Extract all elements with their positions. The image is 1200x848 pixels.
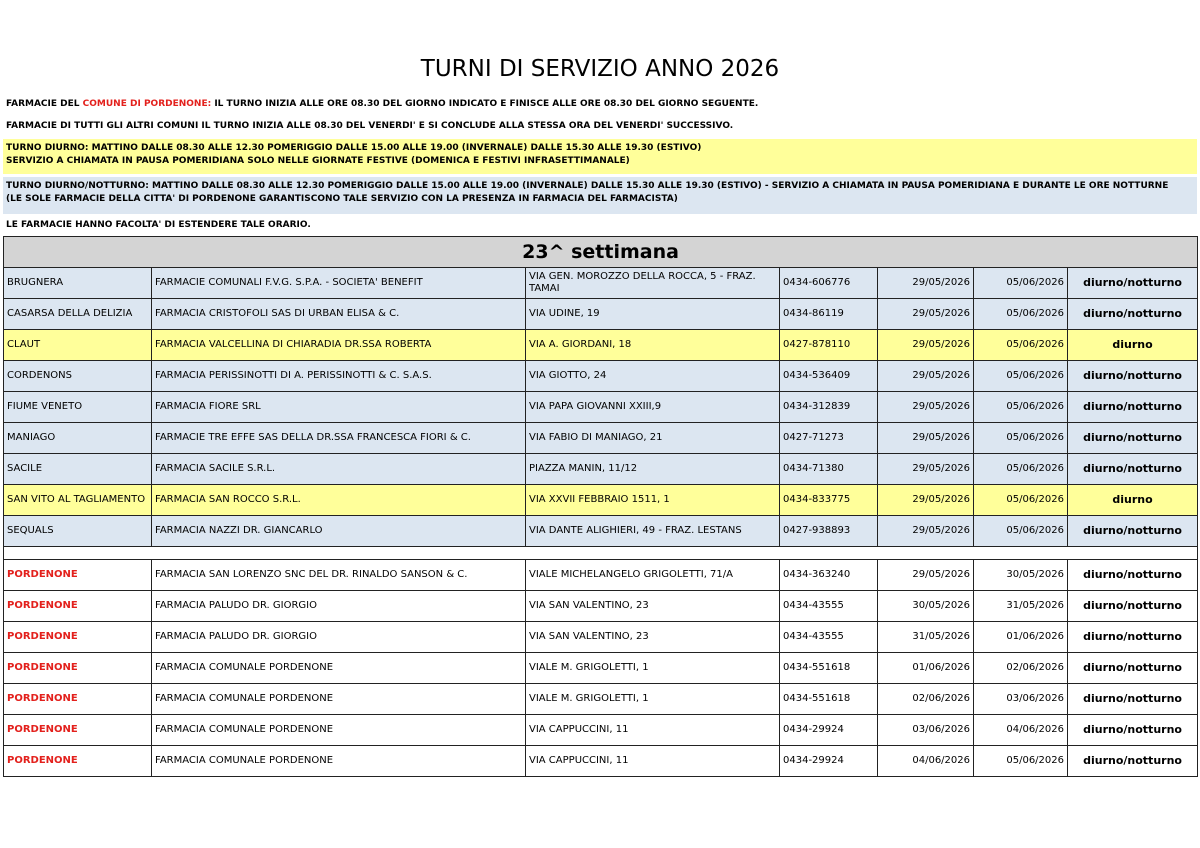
week-header-row bbox=[4, 237, 1198, 268]
table-row bbox=[4, 268, 1198, 299]
indirizzo-cell: VIA XXVII FEBBRAIO 1511, 1 bbox=[526, 485, 780, 516]
note-turno-notturno-line2: (LE SOLE FARMACIE DELLA CITTA' DI PORDENONE GARANTISCONO TALE SERVIZIO CON LA PRESENZA IN FARMACIA DEL FARMACISTA) bbox=[6, 194, 678, 204]
comune-cell: BRUGNERA bbox=[4, 268, 152, 299]
comune-cell: PORDENONE bbox=[4, 715, 152, 746]
telefono-cell: 0427-938893 bbox=[780, 516, 878, 547]
note-altri-comuni: FARMACIE DI TUTTI GLI ALTRI COMUNI IL TURNO INIZIA ALLE 08.30 DEL VENERDI' E SI CONCLUDE ALLA STESSA ORA DEL VENERDI' SUCCESSIVO. bbox=[6, 121, 734, 131]
table-row bbox=[4, 560, 1198, 591]
telefono-cell: 0434-551618 bbox=[780, 684, 878, 715]
table-row bbox=[4, 361, 1198, 392]
data-inizio-cell: 03/06/2026 bbox=[878, 715, 974, 746]
comune-cell: PORDENONE bbox=[4, 560, 152, 591]
turno-cell: diurno/notturno bbox=[1068, 746, 1198, 777]
data-inizio-cell: 29/05/2026 bbox=[878, 268, 974, 299]
data-inizio-cell: 04/06/2026 bbox=[878, 746, 974, 777]
indirizzo-cell: VIA PAPA GIOVANNI XXIII,9 bbox=[526, 392, 780, 423]
table-row bbox=[4, 591, 1198, 622]
note-turno-diurno bbox=[3, 139, 1197, 174]
telefono-cell: 0434-606776 bbox=[780, 268, 878, 299]
table-row bbox=[4, 454, 1198, 485]
comune-cell: MANIAGO bbox=[4, 423, 152, 454]
telefono-cell: 0427-878110 bbox=[780, 330, 878, 361]
telefono-cell: 0434-86119 bbox=[780, 299, 878, 330]
telefono-cell: 0434-29924 bbox=[780, 746, 878, 777]
turno-cell: diurno/notturno bbox=[1068, 715, 1198, 746]
note-pordenone bbox=[6, 99, 758, 109]
telefono-cell: 0434-312839 bbox=[780, 392, 878, 423]
data-fine-cell: 01/06/2026 bbox=[974, 622, 1068, 653]
data-fine-cell: 05/06/2026 bbox=[974, 361, 1068, 392]
farmacia-cell: FARMACIA PALUDO DR. GIORGIO bbox=[152, 591, 526, 622]
farmacia-cell: FARMACIA CRISTOFOLI SAS DI URBAN ELISA & C. bbox=[152, 299, 526, 330]
turno-cell: diurno bbox=[1068, 485, 1198, 516]
indirizzo-cell: VIALE M. GRIGOLETTI, 1 bbox=[526, 653, 780, 684]
note-turno-notturno bbox=[3, 177, 1197, 214]
data-inizio-cell: 30/05/2026 bbox=[878, 591, 974, 622]
turno-cell: diurno/notturno bbox=[1068, 591, 1198, 622]
table-row bbox=[4, 622, 1198, 653]
indirizzo-cell: VIA CAPPUCCINI, 11 bbox=[526, 715, 780, 746]
data-inizio-cell: 29/05/2026 bbox=[878, 516, 974, 547]
indirizzo-cell: VIA A. GIORDANI, 18 bbox=[526, 330, 780, 361]
indirizzo-cell: VIA FABIO DI MANIAGO, 21 bbox=[526, 423, 780, 454]
telefono-cell: 0434-29924 bbox=[780, 715, 878, 746]
turno-cell: diurno/notturno bbox=[1068, 516, 1198, 547]
indirizzo-cell: VIALE M. GRIGOLETTI, 1 bbox=[526, 684, 780, 715]
indirizzo-cell: PIAZZA MANIN, 11/12 bbox=[526, 454, 780, 485]
note-pordenone-suffix: IL TURNO INIZIA ALLE ORE 08.30 DEL GIORNO INDICATO E FINISCE ALLE ORE 08.30 DEL GIORNO SEGUENTE. bbox=[211, 99, 759, 109]
turno-cell: diurno/notturno bbox=[1068, 684, 1198, 715]
turni-table-body bbox=[4, 237, 1198, 777]
farmacia-cell: FARMACIA COMUNALE PORDENONE bbox=[152, 653, 526, 684]
note-turno-diurno-line2: SERVIZIO A CHIAMATA IN PAUSA POMERIDIANA SOLO NELLE GIORNATE FESTIVE (DOMENICA E FESTIVI INFRASETTIMANALE) bbox=[6, 156, 630, 166]
telefono-cell: 0434-43555 bbox=[780, 591, 878, 622]
data-fine-cell: 05/06/2026 bbox=[974, 746, 1068, 777]
telefono-cell: 0434-551618 bbox=[780, 653, 878, 684]
comune-cell: SACILE bbox=[4, 454, 152, 485]
turno-cell: diurno/notturno bbox=[1068, 268, 1198, 299]
spacer-cell bbox=[4, 547, 1198, 560]
comune-cell: PORDENONE bbox=[4, 684, 152, 715]
week-label: 23^ settimana bbox=[4, 237, 1198, 268]
data-inizio-cell: 01/06/2026 bbox=[878, 653, 974, 684]
data-inizio-cell: 29/05/2026 bbox=[878, 423, 974, 454]
farmacia-cell: FARMACIE TRE EFFE SAS DELLA DR.SSA FRANCESCA FIORI & C. bbox=[152, 423, 526, 454]
data-fine-cell: 03/06/2026 bbox=[974, 684, 1068, 715]
comune-cell: CORDENONS bbox=[4, 361, 152, 392]
indirizzo-cell: VIA GEN. MOROZZO DELLA ROCCA, 5 - FRAZ. TAMAI bbox=[526, 268, 780, 299]
note-pordenone-prefix: FARMACIE DEL bbox=[6, 99, 83, 109]
data-fine-cell: 05/06/2026 bbox=[974, 485, 1068, 516]
table-row bbox=[4, 516, 1198, 547]
table-row bbox=[4, 746, 1198, 777]
table-row bbox=[4, 684, 1198, 715]
farmacia-cell: FARMACIA SACILE S.R.L. bbox=[152, 454, 526, 485]
data-fine-cell: 05/06/2026 bbox=[974, 423, 1068, 454]
farmacia-cell: FARMACIA COMUNALE PORDENONE bbox=[152, 746, 526, 777]
turno-cell: diurno/notturno bbox=[1068, 423, 1198, 454]
indirizzo-cell: VIA DANTE ALIGHIERI, 49 - FRAZ. LESTANS bbox=[526, 516, 780, 547]
telefono-cell: 0434-363240 bbox=[780, 560, 878, 591]
turno-cell: diurno/notturno bbox=[1068, 454, 1198, 485]
telefono-cell: 0434-43555 bbox=[780, 622, 878, 653]
data-inizio-cell: 29/05/2026 bbox=[878, 361, 974, 392]
comune-cell: SEQUALS bbox=[4, 516, 152, 547]
comune-cell: PORDENONE bbox=[4, 622, 152, 653]
farmacia-cell: FARMACIA PERISSINOTTI DI A. PERISSINOTTI & C. S.A.S. bbox=[152, 361, 526, 392]
data-fine-cell: 05/06/2026 bbox=[974, 330, 1068, 361]
data-inizio-cell: 29/05/2026 bbox=[878, 299, 974, 330]
comune-cell: PORDENONE bbox=[4, 653, 152, 684]
data-inizio-cell: 29/05/2026 bbox=[878, 392, 974, 423]
table-row bbox=[4, 423, 1198, 454]
data-inizio-cell: 29/05/2026 bbox=[878, 454, 974, 485]
indirizzo-cell: VIA CAPPUCCINI, 11 bbox=[526, 746, 780, 777]
data-inizio-cell: 02/06/2026 bbox=[878, 684, 974, 715]
comune-cell: CASARSA DELLA DELIZIA bbox=[4, 299, 152, 330]
turno-cell: diurno/notturno bbox=[1068, 392, 1198, 423]
turno-cell: diurno bbox=[1068, 330, 1198, 361]
table-row bbox=[4, 485, 1198, 516]
turno-cell: diurno/notturno bbox=[1068, 653, 1198, 684]
table-row bbox=[4, 299, 1198, 330]
note-turno-diurno-line1: TURNO DIURNO: MATTINO DALLE 08.30 ALLE 12.30 POMERIGGIO DALLE 15.00 ALLE 19.00 (INVERNALE) DALLE 15.30 ALLE 19.30 (ESTIVO) bbox=[6, 143, 702, 153]
turno-cell: diurno/notturno bbox=[1068, 299, 1198, 330]
farmacia-cell: FARMACIE COMUNALI F.V.G. S.P.A. - SOCIETA' BENEFIT bbox=[152, 268, 526, 299]
farmacia-cell: FARMACIA PALUDO DR. GIORGIO bbox=[152, 622, 526, 653]
data-fine-cell: 31/05/2026 bbox=[974, 591, 1068, 622]
farmacia-cell: FARMACIA COMUNALE PORDENONE bbox=[152, 715, 526, 746]
data-fine-cell: 05/06/2026 bbox=[974, 392, 1068, 423]
telefono-cell: 0434-536409 bbox=[780, 361, 878, 392]
indirizzo-cell: VIA SAN VALENTINO, 23 bbox=[526, 622, 780, 653]
data-inizio-cell: 31/05/2026 bbox=[878, 622, 974, 653]
turni-table bbox=[3, 236, 1198, 777]
comune-cell: CLAUT bbox=[4, 330, 152, 361]
table-row bbox=[4, 715, 1198, 746]
data-fine-cell: 02/06/2026 bbox=[974, 653, 1068, 684]
comune-cell: PORDENONE bbox=[4, 746, 152, 777]
spacer-row bbox=[4, 547, 1198, 560]
turno-cell: diurno/notturno bbox=[1068, 622, 1198, 653]
telefono-cell: 0434-833775 bbox=[780, 485, 878, 516]
data-inizio-cell: 29/05/2026 bbox=[878, 330, 974, 361]
note-facolta: LE FARMACIE HANNO FACOLTA' DI ESTENDERE TALE ORARIO. bbox=[6, 220, 311, 230]
data-fine-cell: 04/06/2026 bbox=[974, 715, 1068, 746]
data-inizio-cell: 29/05/2026 bbox=[878, 485, 974, 516]
farmacia-cell: FARMACIA SAN LORENZO SNC DEL DR. RINALDO SANSON & C. bbox=[152, 560, 526, 591]
farmacia-cell: FARMACIA VALCELLINA DI CHIARADIA DR.SSA ROBERTA bbox=[152, 330, 526, 361]
indirizzo-cell: VIA SAN VALENTINO, 23 bbox=[526, 591, 780, 622]
telefono-cell: 0427-71273 bbox=[780, 423, 878, 454]
table-row bbox=[4, 330, 1198, 361]
data-fine-cell: 30/05/2026 bbox=[974, 560, 1068, 591]
turno-cell: diurno/notturno bbox=[1068, 560, 1198, 591]
note-pordenone-highlight: COMUNE DI PORDENONE: bbox=[82, 99, 212, 109]
indirizzo-cell: VIALE MICHELANGELO GRIGOLETTI, 71/A bbox=[526, 560, 780, 591]
data-fine-cell: 05/06/2026 bbox=[974, 299, 1068, 330]
table-row bbox=[4, 653, 1198, 684]
indirizzo-cell: VIA GIOTTO, 24 bbox=[526, 361, 780, 392]
data-fine-cell: 05/06/2026 bbox=[974, 516, 1068, 547]
farmacia-cell: FARMACIA FIORE SRL bbox=[152, 392, 526, 423]
comune-cell: PORDENONE bbox=[4, 591, 152, 622]
table-row bbox=[4, 392, 1198, 423]
data-inizio-cell: 29/05/2026 bbox=[878, 560, 974, 591]
farmacia-cell: FARMACIA SAN ROCCO S.R.L. bbox=[152, 485, 526, 516]
farmacia-cell: FARMACIA COMUNALE PORDENONE bbox=[152, 684, 526, 715]
note-turno-notturno-line1: TURNO DIURNO/NOTTURNO: MATTINO DALLE 08.30 ALLE 12.30 POMERIGGIO DALLE 15.00 ALLE 19.00 (INVERNALE) DALLE 15.30 ALLE 19.30 (ESTIVO) - SERVIZIO A CHIAMATA IN PAUSA POMERIDIANA E DURANTE LE ORE NOTTURNE bbox=[6, 181, 1169, 191]
data-fine-cell: 05/06/2026 bbox=[974, 268, 1068, 299]
page-title: TURNI DI SERVIZIO ANNO 2026 bbox=[420, 56, 780, 82]
data-fine-cell: 05/06/2026 bbox=[974, 454, 1068, 485]
indirizzo-cell: VIA UDINE, 19 bbox=[526, 299, 780, 330]
turno-cell: diurno/notturno bbox=[1068, 361, 1198, 392]
farmacia-cell: FARMACIA NAZZI DR. GIANCARLO bbox=[152, 516, 526, 547]
comune-cell: FIUME VENETO bbox=[4, 392, 152, 423]
comune-cell: SAN VITO AL TAGLIAMENTO bbox=[4, 485, 152, 516]
telefono-cell: 0434-71380 bbox=[780, 454, 878, 485]
